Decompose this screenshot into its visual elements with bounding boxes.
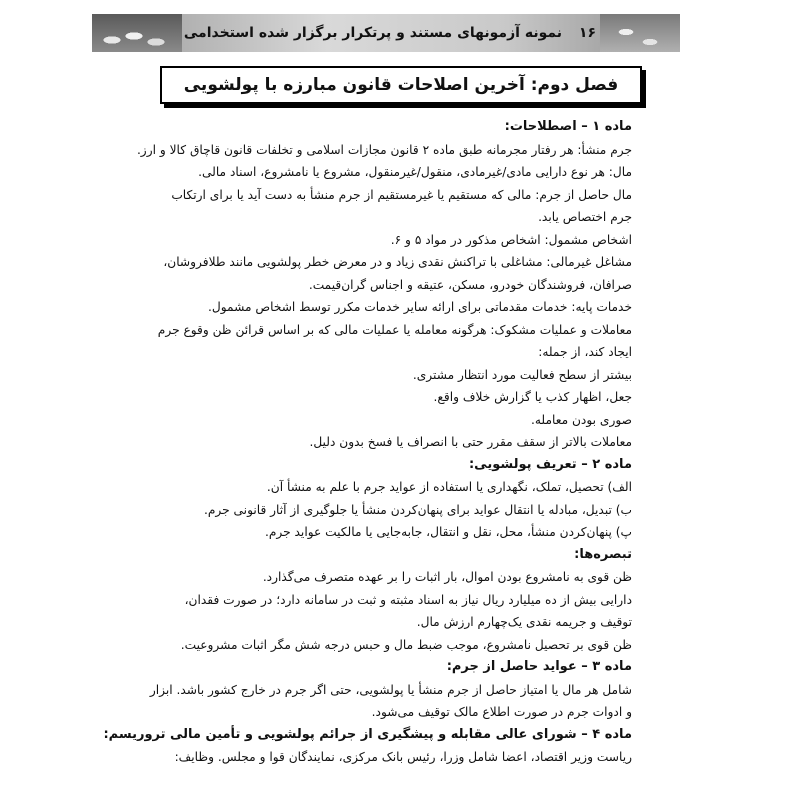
text-line: مشاغل غیرمالی: مشاغلی با تراکنش نقدی زیاد و در معرض خطر پولشویی مانند طلافروشان، bbox=[163, 255, 632, 269]
document-body bbox=[103, 116, 632, 769]
text-line: مال حاصل از جرم: مالی که مستقیم یا غیرمستقیم از جرم منشأ به دست آید یا برای ارتکاب bbox=[171, 187, 632, 202]
text-line: و ادوات جرم در صورت اطلاع مالک توقیف می‌شود. bbox=[371, 705, 632, 719]
text-line: صوری بودن معامله. bbox=[531, 412, 632, 427]
chapter-title: فصل دوم: آخرین اصلاحات قانون مبارزه با پولشویی bbox=[183, 75, 619, 95]
section-heading: تبصره‌ها: bbox=[574, 546, 632, 562]
text-line: جعل، اظهار کذب یا گزارش خلاف واقع. bbox=[433, 390, 632, 404]
page-number: ۱۶ bbox=[578, 25, 596, 41]
chapter-title-box bbox=[160, 66, 642, 104]
text-line: دارایی بیش از ده میلیارد ریال نیاز به اسناد مثبته و ثبت در سامانه دارد؛ در صورت فقدان، bbox=[184, 592, 632, 607]
text-line: اشخاص مشمول: اشخاص مذکور در مواد ۵ و ۶. bbox=[390, 232, 632, 247]
text-line: بیشتر از سطح فعالیت مورد انتظار مشتری. bbox=[412, 367, 632, 382]
section-heading: ماده ۴ – شورای عالی مقابله و پیشگیری از جرائم پولشویی و تأمین مالی تروریسم: bbox=[103, 726, 632, 742]
text-line: الف) تحصیل، تملک، نگهداری یا استفاده از عواید جرم با علم به منشأ آن. bbox=[266, 480, 632, 494]
text-line: صرافان، فروشندگان خودرو، مسکن، عتیقه و اجناس گران‌قیمت. bbox=[308, 277, 632, 292]
text-line: خدمات پایه: خدمات مقدماتی برای ارائه سایر خدمات مکرر توسط اشخاص مشمول. bbox=[208, 300, 632, 314]
text-line: ایجاد کند، از جمله: bbox=[538, 345, 632, 359]
section-heading: ماده ۲ – تعریف پولشویی: bbox=[468, 456, 632, 472]
text-line: ریاست وزیر اقتصاد، اعضا شامل وزرا، رئیس بانک مرکزی، نمایندگان قوا و مجلس. وظایف: bbox=[174, 750, 632, 764]
text-line: ب) تبدیل، مبادله یا انتقال عواید برای پنهان‌کردن منشأ یا جلوگیری از آثار قانونی جرم. bbox=[203, 502, 632, 517]
text-line: معاملات و عملیات مشکوک: هرگونه معامله یا عملیات مالی که بر اساس قرائن ظن وقوع جرم bbox=[157, 322, 632, 337]
text-line: معاملات بالاتر از سقف مقرر حتی با انصراف یا فسخ بدون دلیل. bbox=[309, 435, 632, 449]
text-line: ظن قوی بر تحصیل نامشروع، موجب ضبط مال و حبس درجه شش مگر اثبات مشروعیت. bbox=[180, 637, 632, 652]
text-line: پ) پنهان‌کردن منشأ، محل، نقل و انتقال، جابه‌جایی یا مالکیت عواید جرم. bbox=[264, 525, 632, 539]
text-line: شامل هر مال یا امتیاز حاصل از جرم منشأ یا پولشویی، حتی اگر جرم در خارج کشور باشد. ابزار bbox=[149, 682, 632, 697]
text-line: ظن قوی به نامشروع بودن اموال، بار اثبات را بر عهده متصرف می‌گذارد. bbox=[262, 570, 632, 584]
text-line: جرم منشأ: هر رفتار مجرمانه طبق ماده ۲ قانون مجازات اسلامی و تخلفات قانون قاچاق کالا و ارز. bbox=[136, 142, 632, 157]
section-heading: ماده ۳ – عواید حاصل از جرم: bbox=[446, 659, 632, 674]
text-line: جرم اختصاص یابد. bbox=[538, 210, 632, 224]
text-line: توقیف و جریمه نقدی یک‌چهارم ارزش مال. bbox=[416, 615, 632, 629]
header-title: نمونه آزمونهای مستند و پرتکرار برگزار شده استخدامی bbox=[183, 25, 562, 41]
section-heading: ماده ۱ – اصطلاحات: bbox=[504, 119, 632, 134]
page-header-banner bbox=[92, 14, 680, 52]
text-line: مال: هر نوع دارایی مادی/غیرمادی، منقول/غیرمنقول، مشروع یا نامشروع، اسناد مالی. bbox=[198, 165, 632, 179]
